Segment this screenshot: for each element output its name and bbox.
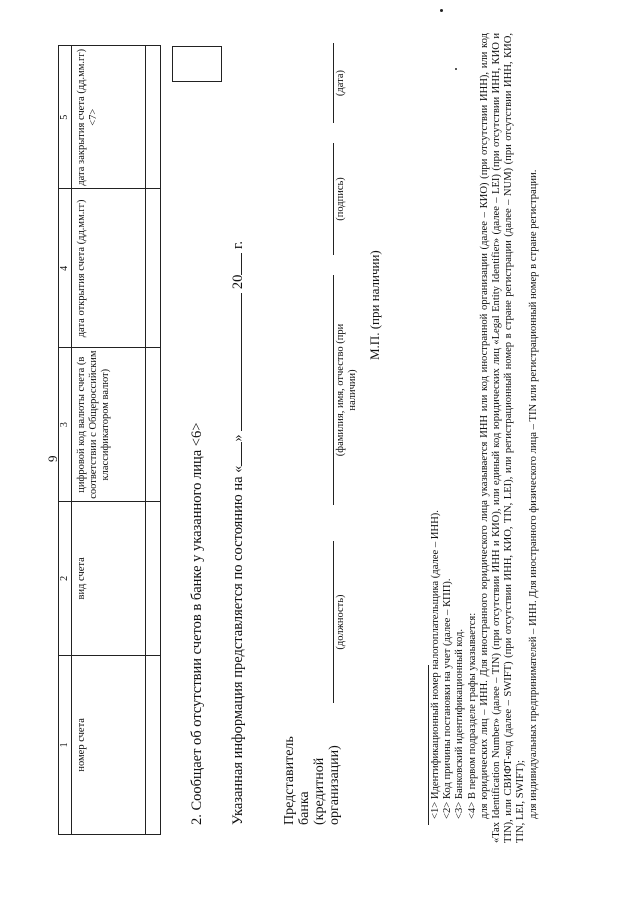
footnote: для индивидуальных предпринимателей – ИНН. Для иностранного физического лица – TIN или регистрационный номер в стране регистрации. — [527, 169, 539, 819]
header-account-type: вид счета — [72, 502, 146, 656]
column-number: 2 — [59, 502, 72, 656]
column-number: 3 — [59, 348, 72, 502]
representative-label: Представитель банка (кредитной организации) — [282, 736, 342, 825]
column-number: 5 — [59, 46, 72, 190]
table-row — [146, 46, 161, 835]
signature-caption: (подпись) — [335, 177, 346, 221]
signature-line[interactable] — [333, 143, 334, 255]
column-number: 4 — [59, 189, 72, 348]
footnote: для юридических лиц – ИНН. Для иностранного юридического лица указывается ИНН или код иностранной организации (далее – КИО) (при отсутствии ИНН), или код «Tax Identification Number» (далее – TIN) (при отсутствии ИНН и КИО), или единый код юридических лиц «Legal Entity Identifier» (далее – LEI) (при отсутствии ИНН, КИО и TIN), или СВИФТ-код (далее – SWIFT) (при отсутствии ИНН, КИО, TIN, LEI), или регистрационный номер в стране регистрации (далее – NUM) (при отсутствии ИНН, КИО, TIN, LEI, SWIFT); — [478, 33, 527, 843]
table-cell — [146, 46, 161, 190]
header-account-number: номер счета — [72, 655, 146, 834]
footnote: <4> В первом подразделе графы указывается: — [466, 612, 478, 819]
header-close-date: дата закрытия счета (дд.мм.гг) <7> — [72, 46, 146, 190]
section-2-heading: 2. Сообщает об отсутствии счетов в банке у указанного лица <6> — [189, 422, 205, 825]
year-prefix: 20 — [230, 274, 246, 290]
quote-close: » — [230, 434, 246, 442]
date-line[interactable] — [333, 43, 334, 123]
accounts-table — [58, 45, 161, 835]
year-suffix: г. — [230, 241, 246, 249]
month-field[interactable] — [228, 293, 242, 431]
position-line[interactable] — [333, 541, 334, 703]
as-of-prefix: Указанная информация представляется по состоянию на « — [230, 465, 246, 825]
table-cell — [146, 502, 161, 656]
stamp-placeholder: М.П. (при наличии) — [367, 250, 382, 360]
checkbox-field[interactable] — [172, 46, 222, 82]
footnote: <2> Код причины постановки на учет (далее – КПП). — [442, 578, 454, 819]
footnotes — [430, 33, 540, 843]
column-header-row — [72, 46, 146, 835]
scan-speck — [440, 9, 443, 12]
column-number-row — [59, 46, 72, 835]
name-line[interactable] — [333, 275, 334, 505]
footnote-divider — [428, 665, 429, 825]
day-field[interactable] — [228, 442, 242, 466]
date-caption: (дата) — [335, 69, 346, 97]
position-caption: (должность) — [335, 594, 346, 650]
footnote: <1> Идентификационный номер налогоплательщика (далее – ИНН). — [430, 510, 441, 819]
header-open-date: дата открытия счета (дд.мм.гг) — [72, 189, 146, 348]
page-number: 9 — [45, 455, 60, 462]
name-caption: (фамилия, имя, отчество (при наличии) — [335, 323, 358, 457]
column-number: 1 — [59, 655, 72, 834]
table-cell — [146, 348, 161, 502]
header-currency-code: цифровой код валюты счета (в соответствии с Общероссийским классификатором валют) — [72, 348, 146, 502]
footnote: <3> Банковский идентификационный код. — [454, 628, 466, 819]
table-cell — [146, 189, 161, 348]
year-field[interactable] — [228, 253, 242, 275]
table-cell — [146, 655, 161, 834]
as-of-line — [228, 241, 247, 825]
